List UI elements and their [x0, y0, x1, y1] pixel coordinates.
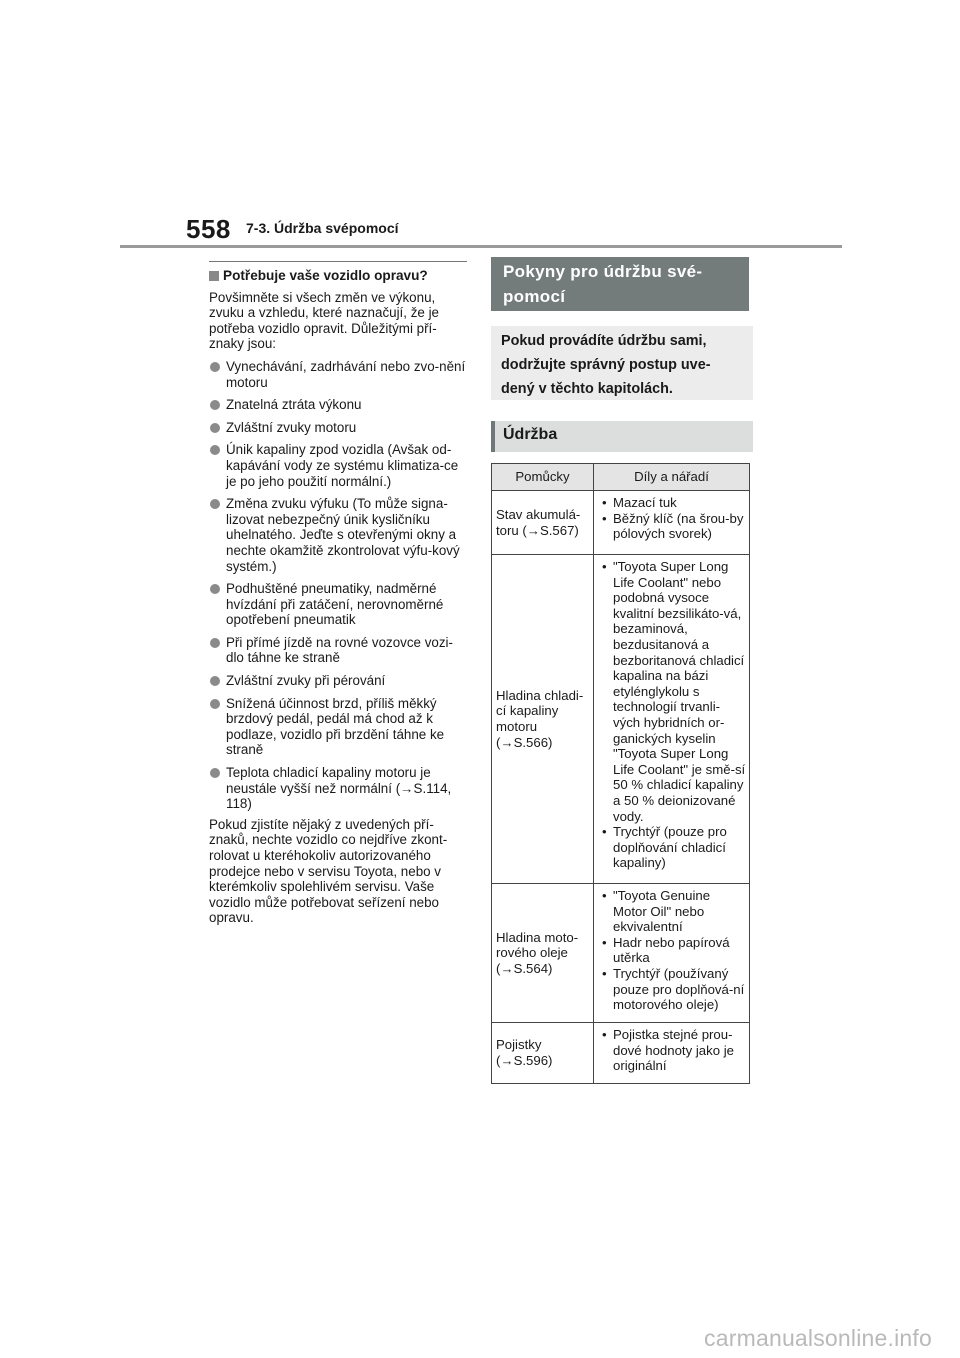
table-row	[492, 491, 750, 555]
tools-cell	[594, 555, 750, 884]
item-cell: Hladina moto-rového oleje (→S.564)	[492, 884, 594, 1023]
table-header-row	[492, 464, 750, 491]
tools-cell	[594, 491, 750, 555]
list-item: • "Toyota Genuine Motor Oil" nebo ekvivalentní	[602, 888, 711, 935]
list-item: • Mazací tuk	[602, 495, 677, 510]
page-number: 558	[186, 214, 231, 244]
header-rule	[120, 245, 842, 248]
section-rule	[209, 261, 467, 262]
watermark: carmanualsonline.info	[704, 1325, 932, 1351]
list-item: Teplota chladicí kapaliny motoru je neustále vyšší než normální (→S.114, 118)	[209, 765, 467, 812]
list-item: Snížená účinnost brzd, příliš měkký brzdový pedál, pedál má chod až k podlaze, vozidlo při brzdění táhne ke straně	[209, 696, 467, 758]
bullet-dot-icon	[210, 699, 220, 709]
square-bullet-icon	[209, 271, 219, 281]
item-cell: Pojistky (→S.596)	[492, 1023, 594, 1084]
list-item: Při přímé jízdě na rovné vozovce vozi-dlo táhne ke straně	[209, 635, 467, 666]
list-item: Zvláštní zvuky motoru	[209, 420, 467, 436]
table-row	[492, 884, 750, 1023]
bullet-dot-icon	[210, 676, 220, 686]
list-item: Únik kapaliny zpod vozidla (Avšak od-kapávání vody ze systému klimatiza-ce je po jeho použití normální.)	[209, 442, 467, 489]
table-row	[492, 555, 750, 884]
chapter-title: 7-3. Údržba svépomocí	[246, 220, 399, 236]
maintenance-intro: Pokud provádíte údržbu sami, dodržujte správný postup uve-dený v těchto kapitolách.	[491, 326, 753, 400]
bullet-dot-icon	[210, 362, 220, 372]
column-header: Pomůcky	[492, 464, 594, 491]
list-item: Zvláštní zvuky při pérování	[209, 673, 467, 689]
tools-cell	[594, 1023, 750, 1084]
tools-table	[491, 463, 750, 1084]
intro-paragraph: Povšimněte si všech změn ve výkonu, zvuku a vzhledu, které naznačují, že je potřeba vozidlo opravit. Důležitými pří-znaky jsou:	[209, 289, 440, 352]
column-header: Díly a nářadí	[594, 464, 750, 491]
bullet-dot-icon	[210, 768, 220, 778]
bullet-dot-icon	[210, 584, 220, 594]
symptom-list	[209, 359, 467, 812]
list-item: • Pojistka stejné prou-dové hodnoty jako je originální	[602, 1027, 734, 1074]
bullet-dot-icon	[210, 638, 220, 648]
section-banner: Pokyny pro údržbu své-pomocí	[491, 257, 749, 311]
tools-cell	[594, 884, 750, 1023]
list-item: Vynechávání, zadrhávání nebo zvo-nění motoru	[209, 359, 467, 390]
closing-paragraph: Pokud zjistíte nějaký z uvedených pří-znaků, nechte vozidlo co nejdříve zkont-rolovat u kteréhokoliv autorizovaného prodejce nebo v servisu Toyota, nebo v kterémkoliv spolehlivém servisu. Vaše vozidlo může potřebovat seřízení nebo opravu.	[209, 816, 448, 926]
bullet-dot-icon	[210, 499, 220, 509]
section-title: Potřebuje vaše vozidlo opravu?	[223, 268, 428, 283]
bullet-dot-icon	[210, 400, 220, 410]
list-item: Podhuštěné pneumatiky, nadměrné hvízdání při zatáčení, nerovnoměrné opotřebení pneumatik	[209, 581, 467, 628]
list-item: Znatelná ztráta výkonu	[209, 397, 467, 413]
table-row	[492, 1023, 750, 1084]
bullet-dot-icon	[210, 423, 220, 433]
list-item: • Trychtýř (používaný pouze pro doplňová-ní motorového oleje)	[602, 965, 745, 1013]
bullet-dot-icon	[210, 445, 220, 455]
list-item: • "Toyota Super Long Life Coolant" nebo podobná vysoce kvalitní bezsilikáto-vá, bezaminová, bezdusitanová a bezboritanová chladicí kapalina na bázi etylénglykolu s technologií trvanli-vých hybridních or-ganických kyselin "Toyota Super Long Life Coolant" je smě-sí 50 % chladicí kapaliny a 50 % deionizované vody.	[602, 559, 746, 824]
item-cell: Stav akumulá-toru (→S.567)	[492, 491, 594, 555]
list-item: • Běžný klíč (na šrou-by pólových svorek)	[602, 510, 744, 542]
list-item: • Trychtýř (pouze pro doplňování chladicí kapaliny)	[602, 824, 727, 871]
subheading: Údržba	[491, 421, 753, 452]
section-heading	[209, 268, 467, 284]
list-item: • Hadr nebo papírová utěrka	[602, 934, 730, 966]
item-cell: Hladina chladi-cí kapaliny motoru (→S.566)	[492, 555, 594, 884]
list-item: Změna zvuku výfuku (To může signa-lizovat nebezpečný únik kysličníku uhelnatého. Jeďte s otevřenými okny a nechte okamžitě zkontrolovat výfu-kový systém.)	[209, 496, 467, 574]
left-column	[209, 261, 467, 926]
